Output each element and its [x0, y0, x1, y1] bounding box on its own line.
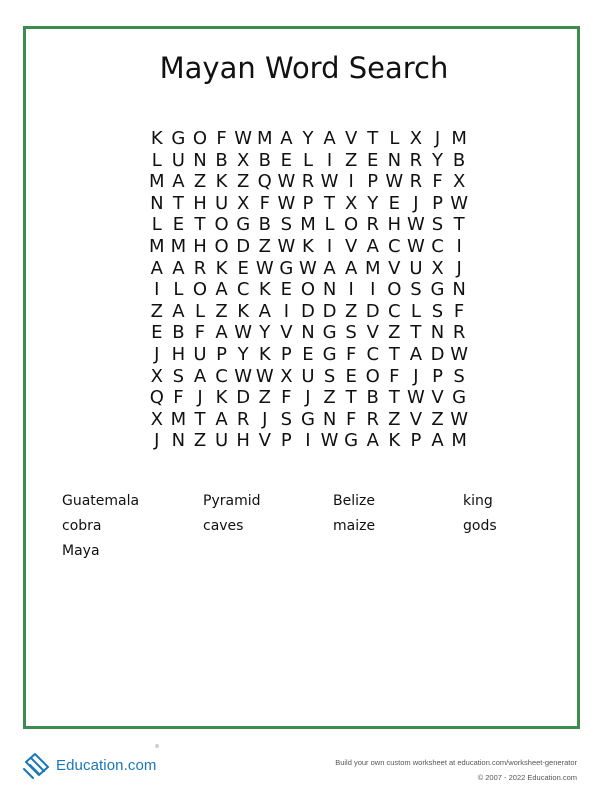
- grid-row: [146, 193, 470, 215]
- grid-letter: X: [150, 365, 163, 387]
- grid-letter: W: [450, 192, 469, 214]
- grid-letter: M: [149, 235, 165, 257]
- grid-letter: Y: [237, 343, 249, 365]
- grid-letter: R: [366, 214, 379, 236]
- grid-letter: A: [215, 322, 228, 344]
- grid-letter: A: [323, 257, 336, 279]
- grid-row: [146, 322, 470, 344]
- word-list-item: king: [463, 493, 493, 509]
- footer-tagline[interactable]: Build your own custom worksheet at education.com/worksheet-generator: [335, 758, 577, 767]
- grid-row: [146, 150, 470, 172]
- grid-letter: N: [150, 192, 164, 214]
- grid-letter: E: [237, 257, 249, 279]
- grid-letter: Z: [193, 171, 207, 193]
- grid-row: [146, 279, 470, 301]
- grid-letter: G: [452, 387, 467, 409]
- grid-row: [146, 387, 470, 409]
- letter-grid: [146, 128, 470, 452]
- grid-letter: G: [344, 430, 359, 452]
- grid-letter: T: [367, 128, 379, 149]
- grid-letter: K: [258, 279, 271, 301]
- word-list-item: gods: [463, 518, 497, 534]
- grid-letter: W: [407, 214, 425, 236]
- grid-letter: J: [154, 343, 160, 365]
- grid-letter: J: [197, 387, 203, 409]
- grid-letter: O: [214, 214, 229, 236]
- grid-letter: E: [388, 192, 401, 214]
- grid-letter: J: [154, 430, 160, 452]
- grid-letter: W: [299, 257, 317, 279]
- grid-letter: K: [237, 300, 250, 322]
- grid-letter: S: [431, 300, 444, 322]
- grid-letter: W: [450, 343, 469, 365]
- grid-letter: V: [431, 387, 444, 409]
- word-list-item: Maya: [62, 543, 100, 559]
- grid-letter: C: [366, 343, 380, 365]
- grid-letter: J: [305, 387, 311, 409]
- grid-letter: R: [409, 149, 423, 171]
- grid-letter: N: [452, 279, 466, 301]
- grid-letter: R: [366, 408, 379, 430]
- grid-letter: K: [215, 171, 228, 193]
- grid-letter: T: [324, 192, 336, 214]
- grid-letter: S: [453, 365, 465, 387]
- grid-letter: F: [194, 322, 206, 344]
- grid-letter: E: [172, 214, 185, 236]
- grid-letter: Y: [302, 128, 314, 149]
- grid-letter: C: [236, 279, 250, 301]
- grid-letter: Y: [259, 322, 271, 344]
- grid-letter: T: [172, 192, 184, 214]
- grid-letter: T: [194, 408, 206, 430]
- grid-letter: W: [450, 408, 469, 430]
- grid-letter: F: [453, 300, 465, 322]
- grid-letter: A: [431, 430, 444, 452]
- grid-letter: I: [456, 235, 462, 257]
- grid-row: [146, 214, 470, 236]
- grid-letter: A: [366, 235, 379, 257]
- grid-letter: P: [302, 192, 314, 214]
- grid-letter: I: [283, 300, 290, 322]
- grid-letter: I: [348, 171, 354, 193]
- grid-letter: K: [388, 430, 401, 452]
- grid-letter: I: [326, 235, 333, 257]
- grid-letter: J: [413, 365, 419, 387]
- grid-letter: W: [320, 430, 339, 452]
- grid-letter: Z: [344, 149, 358, 171]
- grid-letter: V: [388, 257, 401, 279]
- grid-letter: D: [430, 343, 445, 365]
- grid-letter: F: [345, 408, 357, 430]
- grid-letter: Z: [258, 387, 271, 409]
- grid-letter: E: [302, 343, 314, 365]
- word-list-item: maize: [333, 518, 376, 534]
- grid-letter: A: [172, 171, 185, 193]
- grid-letter: X: [431, 257, 444, 279]
- grid-letter: N: [193, 149, 207, 171]
- grid-letter: W: [320, 171, 339, 193]
- grid-letter: M: [257, 128, 273, 149]
- grid-letter: A: [172, 300, 185, 322]
- grid-letter: S: [280, 408, 293, 430]
- grid-letter: G: [430, 279, 445, 301]
- grid-letter: D: [236, 387, 251, 409]
- grid-letter: A: [323, 128, 336, 149]
- grid-letter: X: [409, 128, 423, 149]
- grid-letter: R: [452, 322, 466, 344]
- grid-letter: A: [150, 257, 163, 279]
- grid-letter: H: [193, 192, 207, 214]
- page-title: Mayan Word Search: [159, 51, 449, 85]
- grid-letter: A: [193, 365, 207, 387]
- grid-letter: V: [344, 128, 358, 149]
- grid-letter: V: [344, 235, 358, 257]
- grid-letter: Z: [388, 408, 401, 430]
- grid-letter: H: [387, 214, 402, 236]
- grid-letter: B: [452, 149, 466, 171]
- grid-letter: X: [280, 365, 293, 387]
- grid-letter: P: [367, 171, 379, 193]
- grid-letter: P: [280, 343, 292, 365]
- grid-letter: X: [237, 192, 250, 214]
- grid-letter: G: [236, 214, 251, 236]
- grid-letter: Q: [149, 387, 164, 409]
- grid-letter: C: [431, 235, 444, 257]
- footer-info: [335, 755, 577, 785]
- grid-letter: L: [151, 149, 162, 171]
- grid-letter: P: [432, 365, 443, 387]
- grid-letter: E: [280, 149, 293, 171]
- grid-letter: B: [172, 322, 185, 344]
- grid-letter: F: [432, 171, 443, 193]
- grid-letter: Q: [257, 171, 272, 193]
- grid-letter: B: [366, 387, 379, 409]
- grid-letter: J: [413, 192, 419, 214]
- grid-letter: L: [173, 279, 184, 301]
- grid-letter: U: [214, 192, 229, 214]
- grid-letter: J: [456, 257, 462, 279]
- grid-letter: Z: [344, 300, 358, 322]
- grid-letter: G: [171, 128, 186, 149]
- grid-letter: N: [322, 408, 337, 430]
- grid-letter: Z: [431, 408, 444, 430]
- grid-letter: N: [301, 322, 315, 344]
- grid-letter: X: [452, 171, 466, 193]
- grid-letter: A: [280, 128, 293, 149]
- grid-row: [146, 258, 470, 280]
- grid-letter: W: [277, 235, 296, 257]
- grid-letter: O: [192, 128, 208, 149]
- grid-letter: R: [236, 408, 250, 430]
- grid-letter: U: [214, 430, 229, 452]
- grid-letter: I: [326, 149, 333, 171]
- grid-letter: A: [366, 430, 379, 452]
- grid-letter: S: [410, 279, 422, 301]
- grid-letter: W: [407, 387, 425, 409]
- grid-letter: K: [215, 257, 228, 279]
- grid-letter: O: [365, 365, 380, 387]
- grid-letter: L: [302, 149, 313, 171]
- grid-letter: Y: [367, 192, 379, 214]
- grid-row: [146, 366, 470, 388]
- grid-letter: G: [322, 322, 337, 344]
- grid-letter: L: [389, 128, 400, 149]
- grid-letter: Z: [215, 300, 228, 322]
- grid-letter: F: [281, 387, 292, 409]
- grid-letter: E: [280, 279, 293, 301]
- grid-letter: G: [300, 408, 315, 430]
- grid-letter: G: [322, 343, 337, 365]
- grid-letter: R: [409, 171, 423, 193]
- grid-letter: W: [407, 235, 425, 257]
- grid-letter: R: [193, 257, 207, 279]
- grid-letter: Z: [388, 322, 401, 344]
- grid-letter: W: [277, 192, 296, 214]
- grid-letter: Z: [237, 171, 250, 193]
- grid-letter: H: [171, 343, 186, 365]
- grid-letter: A: [215, 408, 228, 430]
- grid-letter: P: [280, 430, 292, 452]
- grid-letter: L: [410, 300, 421, 322]
- grid-letter: P: [410, 430, 422, 452]
- grid-letter: L: [324, 214, 335, 236]
- grid-letter: M: [451, 430, 467, 452]
- grid-row: [146, 301, 470, 323]
- grid-letter: B: [258, 214, 271, 236]
- grid-letter: L: [151, 214, 162, 236]
- grid-letter: U: [193, 343, 207, 365]
- grid-letter: M: [149, 171, 165, 193]
- grid-row: [146, 236, 470, 258]
- grid-letter: F: [345, 343, 357, 365]
- grid-letter: Y: [432, 149, 444, 171]
- grid-letter: O: [344, 214, 359, 236]
- grid-letter: I: [370, 279, 376, 301]
- word-list-item: Belize: [333, 493, 375, 509]
- grid-letter: C: [388, 235, 401, 257]
- grid-letter: V: [366, 322, 379, 344]
- grid-letter: T: [410, 322, 422, 344]
- grid-letter: O: [214, 235, 229, 257]
- grid-letter: D: [322, 300, 337, 322]
- grid-letter: I: [305, 430, 311, 452]
- grid-letter: R: [301, 171, 315, 193]
- grid-letter: X: [344, 192, 358, 214]
- decorative-dot: [155, 744, 159, 748]
- grid-letter: A: [409, 343, 423, 365]
- grid-letter: F: [389, 365, 400, 387]
- grid-letter: S: [431, 214, 444, 236]
- grid-letter: N: [387, 149, 402, 171]
- grid-letter: N: [430, 322, 445, 344]
- word-list-item: Pyramid: [203, 493, 261, 509]
- grid-letter: I: [348, 279, 354, 301]
- grid-letter: H: [193, 235, 207, 257]
- word-list-item: cobra: [62, 518, 102, 534]
- grid-letter: V: [409, 408, 423, 430]
- grid-letter: W: [255, 257, 274, 279]
- grid-letter: W: [277, 171, 296, 193]
- grid-letter: Z: [193, 430, 207, 452]
- grid-letter: F: [216, 128, 227, 149]
- grid-letter: C: [388, 300, 401, 322]
- grid-letter: M: [170, 408, 187, 430]
- education-logo-icon: [22, 750, 52, 780]
- grid-letter: W: [385, 171, 404, 193]
- grid-letter: I: [154, 279, 160, 301]
- grid-letter: S: [323, 365, 336, 387]
- education-logo[interactable]: [22, 750, 157, 780]
- grid-letter: K: [258, 343, 271, 365]
- grid-letter: C: [215, 365, 228, 387]
- grid-letter: D: [236, 235, 251, 257]
- grid-letter: A: [344, 257, 358, 279]
- grid-letter: U: [301, 365, 315, 387]
- grid-letter: V: [258, 430, 271, 452]
- grid-letter: P: [432, 192, 443, 214]
- grid-letter: S: [280, 214, 293, 236]
- grid-letter: W: [234, 365, 253, 387]
- grid-letter: W: [255, 365, 274, 387]
- grid-row: [146, 344, 470, 366]
- word-list: [62, 490, 562, 565]
- grid-letter: J: [434, 128, 441, 149]
- grid-letter: M: [300, 214, 316, 236]
- grid-letter: A: [258, 300, 271, 322]
- grid-letter: O: [387, 279, 402, 301]
- grid-letter: S: [172, 365, 185, 387]
- grid-letter: K: [215, 387, 228, 409]
- grid-letter: Z: [323, 387, 336, 409]
- grid-letter: K: [302, 235, 314, 257]
- grid-letter: N: [322, 279, 337, 301]
- grid-letter: Z: [150, 300, 163, 322]
- grid-letter: L: [194, 300, 205, 322]
- grid-row: [146, 128, 470, 150]
- grid-letter: Z: [258, 235, 271, 257]
- grid-row: [146, 171, 470, 193]
- grid-letter: M: [451, 128, 467, 149]
- word-list-item: caves: [203, 518, 244, 534]
- grid-letter: F: [173, 387, 184, 409]
- grid-letter: P: [216, 343, 227, 365]
- grid-letter: B: [215, 149, 228, 171]
- word-list-item: Guatemala: [62, 493, 140, 509]
- grid-letter: W: [234, 128, 253, 149]
- grid-letter: E: [367, 149, 379, 171]
- grid-row: [146, 409, 470, 431]
- grid-letter: D: [365, 300, 380, 322]
- logo-text: Education.com: [56, 756, 157, 774]
- grid-letter: E: [345, 365, 357, 387]
- grid-letter: D: [301, 300, 315, 322]
- grid-letter: O: [192, 279, 208, 301]
- grid-letter: X: [237, 149, 250, 171]
- grid-letter: T: [194, 214, 206, 236]
- grid-letter: E: [151, 322, 163, 344]
- footer-copyright: © 2007 - 2022 Education.com: [477, 773, 577, 782]
- grid-letter: H: [236, 430, 250, 452]
- grid-letter: V: [280, 322, 293, 344]
- grid-letter: U: [171, 149, 185, 171]
- grid-row: [146, 430, 470, 452]
- grid-letter: O: [300, 279, 316, 301]
- grid-letter: W: [234, 322, 253, 344]
- grid-letter: T: [453, 214, 465, 236]
- grid-letter: M: [364, 257, 381, 279]
- grid-letter: A: [172, 257, 185, 279]
- grid-letter: J: [262, 408, 268, 430]
- grid-letter: U: [409, 257, 423, 279]
- grid-letter: S: [345, 322, 357, 344]
- grid-letter: T: [388, 387, 400, 409]
- grid-letter: K: [150, 128, 163, 149]
- grid-letter: M: [170, 235, 187, 257]
- grid-letter: F: [259, 192, 270, 214]
- grid-letter: B: [258, 149, 271, 171]
- grid-letter: X: [150, 408, 163, 430]
- grid-letter: T: [388, 343, 400, 365]
- grid-letter: A: [215, 279, 228, 301]
- grid-letter: T: [345, 387, 357, 409]
- grid-letter: G: [279, 257, 294, 279]
- grid-letter: N: [171, 430, 186, 452]
